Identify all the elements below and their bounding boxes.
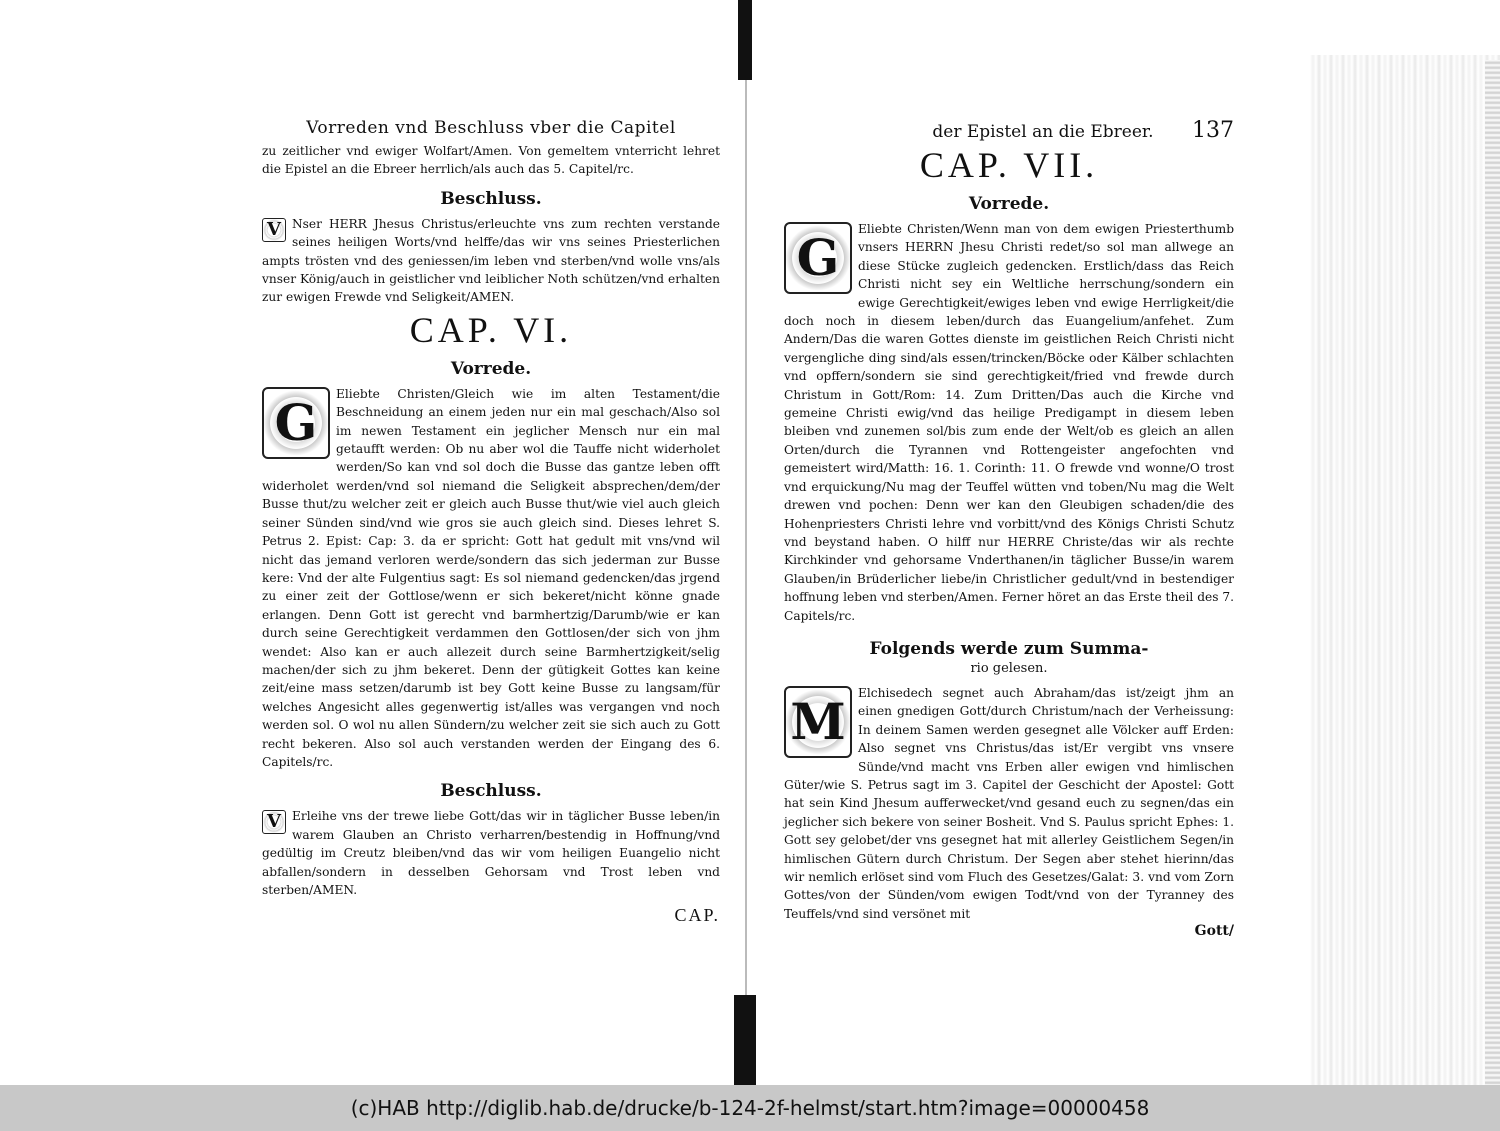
- right-summa-paragraph: [784, 684, 1234, 923]
- drop-cap-initial: V: [262, 810, 286, 834]
- footer-caption: (c)HAB http://diglib.hab.de/drucke/b-124-2f-helmst/start.htm?image=00000458: [350, 1096, 1150, 1120]
- copyright-footer: [0, 1085, 1500, 1131]
- gutter-shadow-top: [738, 0, 752, 80]
- right-summa-subheading: rio gelesen.: [970, 660, 1048, 676]
- right-summa-heading: Folgends werde zum Summa-: [869, 638, 1149, 659]
- left-beschluss-heading: Beschluss.: [440, 188, 542, 209]
- left-page: [262, 118, 720, 926]
- right-vorrede-heading: Vorrede.: [968, 194, 1050, 214]
- right-page: [784, 118, 1234, 939]
- right-catchword: Gott/: [1194, 923, 1234, 940]
- left-running-head: Vorreden vnd Beschluss vber die Capitel: [306, 118, 676, 138]
- right-page-edges: [1310, 55, 1500, 1085]
- right-edge-shadow: [1485, 60, 1500, 1085]
- right-vorrede-text: Eliebte Christen/Wenn man von dem ewigen Priesterthumb vnsers HERRN Jhesu Christi redet/so sol man allwege an diese Stücke zugleich gedencken. Erstlich/dass das Reich Christi nicht sey ein Weltliche herrschung/sondern ein ewige Gerechtigkeit/ewiges leben vnd ewige Herrligkeit/die doch noch in diesem leben/durch das Euangelium/anfehet. Zum Andern/Das die waren Gottes dienste im geistlichen Reich Christi nicht vergengliche ding sind/als essen/trincken/Böcke oder Kälber schlachten vnd opffern/sondern sie sind gerechtigkeit/fried vnd frewde durch Christum in Gott/Rom: 14. Zum Dritten/Das auch die Kirche vnd gemeine Christi ewig/vnd das heilige Predigampt in diesem leben bleiben vnd zunemen sol/bis zum ende der Welt/ob es gleich an allen Orten/durch die Tyrannen vnd Rottengeister angefochten vnd gemeistert wird/Matth: 16. 1. Corinth: 11. O frewde vnd wonne/O trost vnd erquickung/Nu mag der Teuffel wütten vnd toben/Nu mag die Welt drewen vnd pochen: Denn wer kan den Gleubigen schaden/die des Hohenpriesters Christi lehre vnd vorbitt/vnd des Königs Christi Schutz vnd beystand haben. O hilff nur HERRE Christe/das wir als rechte Kirchkinder vnd gehorsame Vnderthanen/in täglicher Busse/in warem Glauben/in Brüderlicher liebe/in Christlicher gedult/vnd in bestendiger hoffnung leben vnd sterben/Amen. Ferner höret an das Erste theil des 7. Capitels/rc.: [784, 222, 1234, 623]
- left-beschluss-text: Nser HERR Jhesus Christus/erleuchte vns zum rechten verstande seines heiligen Worts/vnd helffe/das wir vns seines Priesterlichen ampts trösten vnd des geniessen/im leben vnd sterben/vnd wolle vns/als vnser König/auch in geistlicher vnd leiblicher Noth schützen/vnd erhalten zur ewigen Frewde vnd Seligkeit/AMEN.: [262, 216, 720, 305]
- left-beschluss2-paragraph: [262, 807, 720, 899]
- gutter-shadow-bottom: [734, 995, 756, 1085]
- left-catchword: CAP.: [674, 905, 720, 926]
- left-beschluss2-text: Erleihe vns der trewe liebe Gott/das wir in täglicher Busse leben/in warem Glauben an Christo verharren/bestendig in Hoffnung/vnd gedültig im Creutz bleiben/vnd das wir vom heiligen Euangelio nicht abfallen/sondern in desselben Gehorsam vnd Trost leben vnd sterben/AMEN.: [262, 809, 720, 897]
- left-chapter-title: CAP. VI.: [409, 309, 573, 350]
- left-vorrede-heading: Vorrede.: [450, 358, 532, 379]
- ornamental-initial: M: [784, 686, 852, 758]
- right-running-head: der Epistel an die Ebreer.: [932, 122, 1154, 142]
- right-running-head-row: [784, 118, 1234, 142]
- right-chapter-title: CAP. VII.: [919, 145, 1099, 185]
- left-beschluss-paragraph: [262, 215, 720, 307]
- left-margin: [0, 0, 180, 1085]
- right-summa-text: Elchisedech segnet auch Abraham/das ist/zeigt jhm an einen gnedigen Gott/durch Christum/nach der Verheissung: In deinem Samen werden gesegnet alle Völcker auff Erden: Also segnet vns Christus/das ist/Er vergibt vns vnsere Sünde/vnd macht vns Erben aller ewigen vnd himlischen Güter/wie S. Petrus sagt im 3. Capitel der Geschicht der Apostel: Gott hat sein Kind Jhesum aufferwecket/vnd gesand euch zu segnen/das ein jeglicher sich bekere von seiner Bosheit. Vnd S. Paulus spricht Ephes: 1. Gott sey gelobet/der vns gesegnet hat mit allerley Geistlichem Segen/in himlischen Gütern durch Christum. Der Segen aber stehet hierinn/das wir nemlich erlöset sind vom Fluch des Gesetzes/Galat: 3. vnd vom Zorn Gottes/von der Sünden/vom ewigen Todt/vnd von der Tyranney des Teuffels/vnd sind versönet mit: [784, 685, 1234, 921]
- left-beschluss2-heading: Beschluss.: [440, 781, 542, 802]
- left-vorrede-paragraph: [262, 385, 720, 772]
- drop-cap-initial: V: [262, 218, 286, 242]
- ornamental-initial: G: [784, 222, 852, 294]
- page-number: 137: [1192, 118, 1234, 143]
- left-intro-text: zu zeitlicher vnd ewiger Wolfart/Amen. Von gemeltem vnterricht lehret die Epistel an die Ebreer herrlich/als auch das 5. Capitel/rc.: [262, 144, 720, 177]
- ornamental-initial: G: [262, 387, 330, 459]
- left-vorrede-text: Eliebte Christen/Gleich wie im alten Testament/die Beschneidung an einem jeden nur ein mal geschach/Also sol im newen Testament ein jeglicher Mensch nur ein mal getaufft werden: Ob nu aber wol die Tauffe nicht widerholet werden/So kan vnd sol doch die Busse das gantze leben offt widerholet werden/vnd sol niemand die Seligkeit absprechen/dem/der Busse thut/zu welcher zeit er gleich auch Busse thut/wie viel auch gleich seiner Sünden sind/vnd wie gros sie auch gleich sind. Dieses lehret S. Petrus 2. Epist: Cap: 3. da er spricht: Gott hat gedult mit vns/vnd wil nicht das jemand verloren werde/sondern das sich jederman zur Busse kere: Vnd der alte Fulgentius sagt: Es sol niemand gedencken/das jrgend zu einer zeit der Gottlose/wenn er sich bekeret/nicht könne gnade erlangen. Denn Gott ist gerecht vnd barmhertzig/Darumb/wie er kan durch seine Gerechtigkeit verdammen den Gottlosen/der sich von jhm wendet: Also kan er auch allezeit durch seine Barmhertzigkeit/selig machen/der sich zu jhm bekeret. Denn der gütigkeit Gottes kan keine zeit/eine mass setzen/darumb ist bey Gott keine Busse zu langsam/für welches Angesicht alles gegenwertig ist/alles was vergangen vnd noch werden sol. O wol nu allen Sündern/zu welcher zeit sie sich auch zu Gott recht bekeren. Also sol auch verstanden werden der Eingang des 6. Capitels/rc.: [262, 386, 720, 769]
- gutter-fold: [745, 80, 747, 995]
- right-vorrede-paragraph: [784, 220, 1234, 625]
